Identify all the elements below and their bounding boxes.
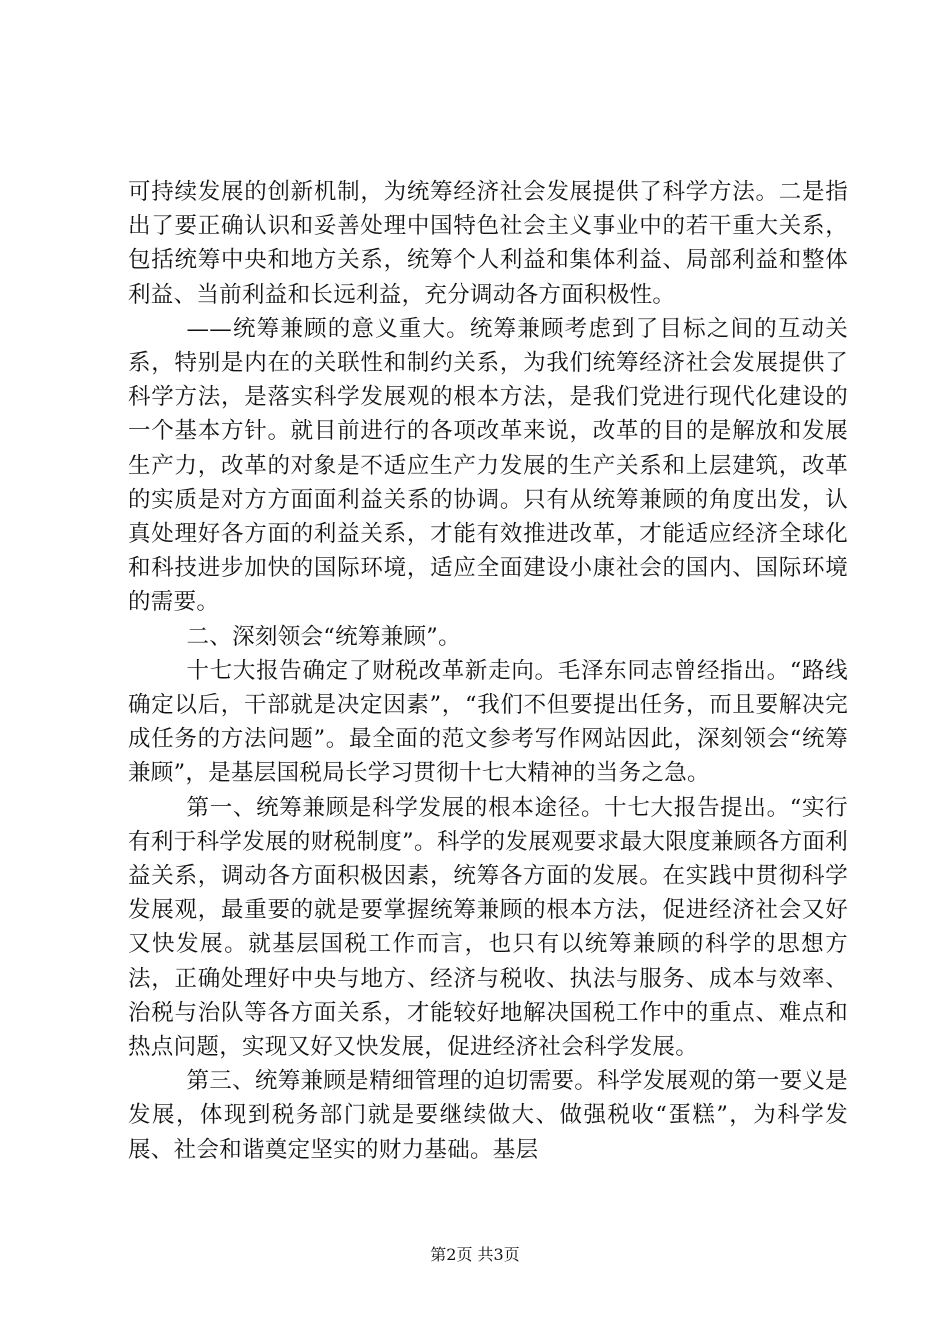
document-body: [128, 175, 848, 1167]
paragraph-1: 可持续发展的创新机制，为统筹经济社会发展提供了科学方法。二是指出了要正确认识和妥善处理中国特色社会主义事业中的若干重大关系，包括统筹中央和地方关系，统筹个人利益和集体利益、局部利益和整体利益、当前利益和长远利益，充分调动各方面积极性。: [128, 179, 848, 308]
paragraph-6: 第三、统筹兼顾是精细管理的迫切需要。科学发展观的第一要义是发展，体现到税务部门就是要继续做大、做强税收“蛋糕”，为科学发展、社会和谐奠定坚实的财力基础。基层: [128, 1068, 848, 1163]
paragraph-2: ——统筹兼顾的意义重大。统筹兼顾考虑到了目标之间的互动关系，特别是内在的关联性和制约关系，为我们统筹经济社会发展提供了科学方法，是落实科学发展观的根本方法，是我们党进行现代化建设的一个基本方针。就目前进行的各项改革来说，改革的目的是解放和发展生产力，改革的对象是不适应生产力发展的生产关系和上层建筑，改革的实质是对方方面面利益关系的协调。只有从统筹兼顾的角度出发，认真处理好各方面的利益关系，才能有效推进改革，才能适应经济全球化和科技进步加快的国际环境，适应全面建设小康社会的国内、国际环境的需要。: [128, 315, 848, 616]
paragraph-3-heading: 二、深刻领会“统筹兼顾”。: [186, 623, 461, 650]
page-number-footer: 第2页 共3页: [430, 1245, 520, 1264]
paragraph-5: 第一、统筹兼顾是科学发展的根本途径。十七大报告提出。“实行有利于科学发展的财税制度”。科学的发展观要求最大限度兼顾各方面利益关系，调动各方面积极因素，统筹各方面的发展。在实践中贯彻科学发展观，最重要的就是要掌握统筹兼顾的根本方法，促进经济社会又好又快发展。就基层国税工作而言，也只有以统筹兼顾的科学的思想方法，正确处理好中央与地方、经济与税收、执法与服务、成本与效率、治税与治队等各方面关系，才能较好地解决国税工作中的重点、难点和热点问题，实现又好又快发展，促进经济社会科学发展。: [128, 794, 848, 1061]
paragraph-4: 十七大报告确定了财税改革新走向。毛泽东同志曾经指出。“路线确定以后，干部就是决定因素”，“我们不但要提出任务，而且要解决完成任务的方法问题”。最全面的范文参考写作网站因此，深刻领会“统筹兼顾”，是基层国税局长学习贯彻十七大精神的当务之急。: [128, 657, 848, 787]
